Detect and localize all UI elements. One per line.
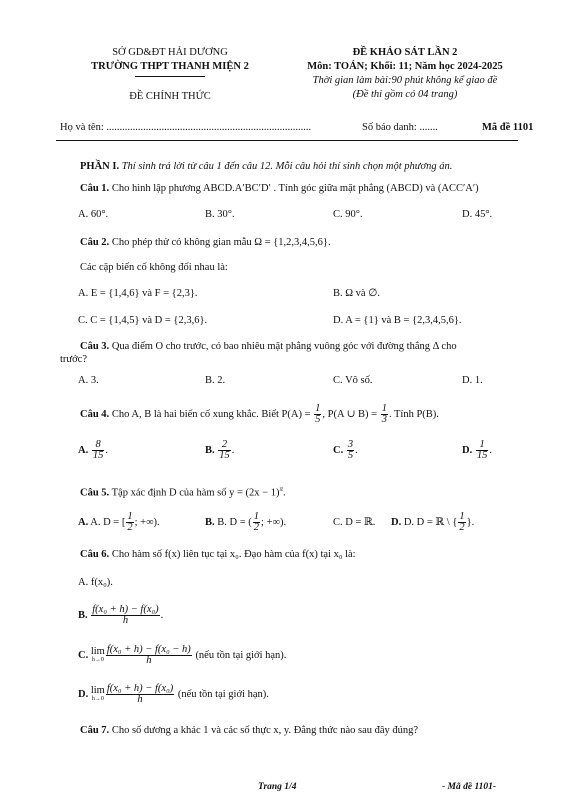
question-4: Câu 4. Cho A, B là hai biến cố xung khắc. Biết P(A) = $\frac{1}{5}$ , P(A ∪ B) = $\frac{1}{3}$ . Tính P(B).	[80, 403, 439, 426]
q5-option-c: C. D = ℝ.	[333, 517, 376, 528]
q4-option-a: A. $\frac{8}{15}$ .	[78, 439, 108, 462]
footer-code: - Mã đề 1101-	[442, 782, 497, 792]
q6-option-b: B. $\frac{\text{f(x₀ + h) − f(x₀)}}{h}$ .	[78, 604, 164, 627]
exam-time: Thời gian làm bài:90 phút không kể giao đề	[312, 75, 498, 86]
header-left	[60, 46, 280, 104]
school-underline	[135, 76, 205, 77]
q3-option-a: A. 3.	[78, 375, 99, 386]
q2-option-d: D. A = {1} và B = {2,3,4,5,6}.	[333, 315, 462, 326]
question-3: Câu 3. Qua điểm O cho trước, có bao nhiêu mặt phẳng vuông góc với đường thẳng Δ cho	[80, 341, 457, 352]
q2-option-a: A. E = {1,4,6} và F = {2,3}.	[78, 288, 198, 299]
student-id-field: Số báo danh: .......	[362, 122, 438, 133]
exam-code: Mã đề 1101	[482, 122, 534, 133]
q4-option-c: C. $\frac{3}{5}$ .	[333, 439, 358, 462]
header-divider	[56, 140, 518, 141]
q3-option-c: C. Vô số.	[333, 375, 373, 386]
q4-fraction-pab: $\frac{1}{3}$	[381, 403, 387, 426]
official-label: ĐỀ CHÍNH THỨC	[129, 91, 211, 102]
q2-option-b: B. Ω và ∅.	[333, 288, 380, 299]
question-6: Câu 6. Cho hàm số f(x) liên tục tại x₀. Đạo hàm của f(x) tại x₀ là:	[80, 549, 356, 560]
q6-option-c: C. lim h→0 $\frac{\text{f(x₀ + h) − f(x₀ − h)}}{h}$ (nếu tồn tại giới hạn).	[78, 644, 287, 667]
q3-option-d: D. 1.	[462, 375, 483, 386]
part1-heading: PHẦN I. Thí sinh trả lời từ câu 1 đến câu 12. Mỗi câu hỏi thí sinh chọn một phương án.	[80, 161, 453, 172]
question-5: Câu 5. Tập xác định D của hàm số $y = (2x - 1)^\pi$.	[80, 485, 286, 499]
q3-option-b: B. 2.	[205, 375, 226, 386]
q2-option-c: C. C = {1,4,5} và D = {2,3,6}.	[78, 315, 208, 326]
question-3-line2: trước?	[60, 354, 87, 365]
q1-option-c: C. 90°.	[333, 209, 363, 220]
q5-option-d: D. D. D = ℝ \ { $\frac{1}{2}$ }.	[391, 511, 475, 534]
question-2-line2: Các cặp biến cố không đối nhau là:	[80, 262, 228, 273]
q1-option-a: A. 60°.	[78, 209, 109, 220]
q4-option-b: B. $\frac{2}{15}$ .	[205, 439, 235, 462]
q1-option-d: D. 45°.	[462, 209, 493, 220]
question-1: Câu 1. Cho hình lập phương ABCD.A′BC′D′ . Tính góc giữa mặt phẳng (ABCD) và (ACC′A′)	[80, 183, 479, 194]
exam-title: ĐỀ KHẢO SÁT LẦN 2	[352, 47, 458, 58]
q5-option-a: A. A. D = [ $\frac{1}{2}$ ; +∞).	[78, 511, 160, 534]
q1-option-b: B. 30°.	[205, 209, 235, 220]
student-name-field: Họ và tên: ..............................................................................	[60, 122, 312, 133]
q4-fraction-pa: $\frac{1}{5}$	[315, 403, 321, 426]
q6-option-a: A. f(x₀).	[78, 577, 113, 588]
dept-name: SỞ GD&ĐT HẢI DƯƠNG	[112, 47, 228, 58]
page-number: Trang 1/4	[258, 782, 297, 792]
q4-option-d: D. $\frac{1}{15}$ .	[462, 439, 492, 462]
exam-pages: (Đề thi gồm có 04 trang)	[352, 89, 458, 100]
exam-subject: Môn: TOÁN; Khối: 11; Năm học 2024-2025	[307, 61, 503, 72]
question-7: Câu 7. Cho số dương a khác 1 và các số thực x, y. Đẳng thức nào sau đây đúng?	[80, 725, 419, 736]
school-name: TRƯỜNG THPT THANH MIỆN 2	[91, 61, 249, 72]
q5-option-b: B. B. D = ( $\frac{1}{2}$ ; +∞).	[205, 511, 287, 534]
header-right	[270, 46, 540, 102]
q6-option-d: D. lim h→0 $\frac{\text{f(x₀ + h) − f(x₀)}}{h}$ (nếu tồn tại giới hạn).	[78, 683, 269, 706]
question-2: Câu 2. Cho phép thử có không gian mẫu Ω = {1,2,3,4,5,6}.	[80, 237, 331, 248]
